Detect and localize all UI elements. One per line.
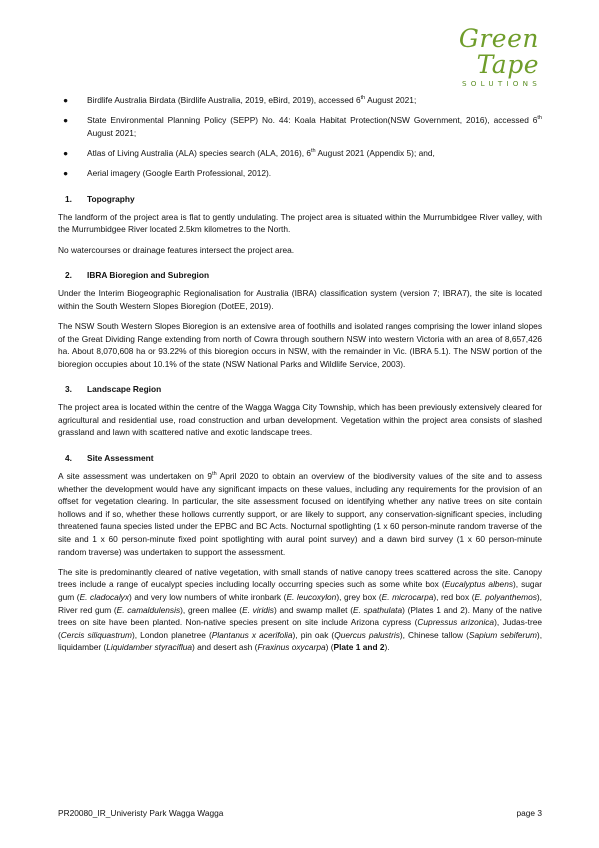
species-name: E. viridis — [242, 604, 274, 615]
species-name: Sapium sebiferum — [468, 629, 537, 640]
species-name: Fraxinus oxycarpa — [257, 642, 326, 653]
list-item: ● Birdlife Australia Birdata (Birdlife Australia, 2019, eBird, 2019), accessed 6th August 2021; — [63, 95, 417, 105]
page-number: page 3 — [516, 808, 542, 818]
list-item: ● Aerial imagery (Google Earth Professional, 2012). — [63, 168, 272, 179]
text-run: ) (Plates 1 and 2). Many of the native trees on site have been planted. Non-native species present on site include Arizona cypress ( — [58, 604, 543, 628]
document-reference: PR20080_IR_Univeristy Park Wagga Wagga — [58, 808, 224, 818]
page-body — [58, 94, 542, 662]
text-run: ), sugar gum ( — [58, 579, 542, 602]
species-name: Plantanus x acerifolia — [211, 629, 293, 640]
text-run: ) and desert ash ( — [192, 642, 258, 653]
text-run: ), grey box ( — [336, 592, 382, 602]
species-name: Liquidamber styraciflua — [106, 642, 193, 653]
text-run: ), red box ( — [433, 592, 475, 602]
list-item: ● State Environmental Planning Policy (SEPP) No. 44: Koala Habitat Protection(NSW Government, 2016), accessed 6th August 2021; — [63, 115, 542, 138]
text-run: ), Judas-tree ( — [58, 617, 543, 640]
text-run: ), pin oak ( — [292, 629, 335, 640]
paragraph: The NSW South Western Slopes Bioregion is an extensive area of foothills and isolated ranges comprising the lower inland slopes of the Great Dividing Range extending from north of Cowra through southern NSW into western Victoria with an area of 8,657,426 ha. About 8,070,608 ha or 93.22% of this bioregion occurs in NSW, with the remainder in Vic. (IBRA 5.1). The NSW portion of the bioregion occupies about 10.1% of the state (NSW National Parks and Wildlife Service, 2003). — [58, 320, 542, 369]
section-heading-landscape: 3. Landscape Region — [65, 384, 162, 395]
paragraph: The project area is located within the centre of the Wagga Wagga City Township, which has been previously extensively cleared for agricultural and residential use, road construction and urban development. Vegetation within the project area consists of slashed grassland and lawn with scattered native and exotic landscape trees. — [58, 402, 542, 438]
species-name: E. camaldulensis — [116, 604, 181, 615]
bullet-icon: ● — [63, 147, 69, 158]
species-name: E. leucoxylon — [286, 592, 337, 602]
company-logo — [389, 26, 539, 88]
text-run: ), liquidamber ( — [58, 629, 543, 653]
paragraph: No watercourses or drainage features intersect the project area. — [58, 244, 295, 255]
text-run: ), green mallee ( — [180, 604, 243, 615]
plate-reference: Plate 1 and 2 — [333, 642, 385, 653]
text-run: ), London planetree ( — [132, 629, 212, 640]
species-name: Eucalyptus albens — [444, 579, 514, 590]
section-heading-site-assessment: 4. Site Assessment — [65, 453, 154, 464]
paragraph: The landform of the project area is flat to gently undulating. The project area is situated within the Murrumbidgee River valley, with the Murrumbidgee River located 2.5km kilometres to the North. — [58, 211, 542, 235]
text-run: ) ( — [325, 642, 334, 653]
section-heading-topography: 1. Topography — [65, 193, 135, 204]
section-heading-ibra: 2. IBRA Bioregion and Subregion — [65, 270, 210, 281]
bullet-icon: ● — [63, 168, 69, 179]
logo-subtitle: SOLUTIONS — [461, 79, 541, 88]
data-sources-list — [58, 94, 542, 180]
list-item: ● Atlas of Living Australia (ALA) species search (ALA, 2016), 6th August 2021 (Appendix 5); and, — [63, 147, 435, 158]
paragraph: Under the Interim Biogeographic Regionalisation for Australia (IBRA) classification system (version 7; IBRA7), the site is located within the South Western Slopes Bioregion (DotEE, 2019). — [58, 288, 542, 311]
text-run: ). — [384, 642, 390, 653]
species-name: E. polyanthemos — [474, 592, 537, 602]
species-name: Quercus palustris — [334, 629, 400, 640]
logo-name: Green Tape — [458, 24, 539, 79]
paragraph — [58, 566, 542, 654]
species-name: E. microcarpa — [381, 592, 434, 602]
text-run: ), Chinese tallow ( — [399, 629, 469, 640]
species-name: Cercis siliquastrum — [60, 629, 133, 640]
species-name: E. spathulata — [352, 604, 403, 615]
species-name: Cupressus arizonica — [417, 617, 495, 628]
text-run: ), River red gum ( — [58, 592, 543, 615]
text-run: ) and swamp mallet ( — [273, 604, 353, 615]
bullet-icon: ● — [63, 95, 69, 105]
text-run: ) and very low numbers of white ironbark ( — [129, 592, 287, 602]
text-run: The site is predominantly cleared of native vegetation, with small stands of native canopy trees scattered across the site. Canopy trees include a range of eucalypt species including locally occurring species such as some white box ( — [58, 566, 542, 590]
paragraph: A site assessment was undertaken on 9th April 2020 to obtain an overview of the biodiversity values of the site and to assess whether the development would have any significant impacts on these values, including any requirements for the provision of an offset for vegetation clearing. In particular, the site assessment focused on identifying whether any native trees on site contain hollows and if so, whether these hollows currently support, or are likely to support, any conservation-significant species, including threatened fauna species listed under the EPBC and BC Acts. Nocturnal spotlighting (1 x 60 person-minute random traverse of the site and 1 x 60 person-minute fixed point spotlighting with aural point survey) and a dawn bird survey (1 x 60 person-minute random traverse) was undertaken to support the assessment. — [58, 471, 542, 557]
species-name: E. cladocalyx — [79, 592, 130, 602]
bullet-icon: ● — [63, 115, 69, 126]
